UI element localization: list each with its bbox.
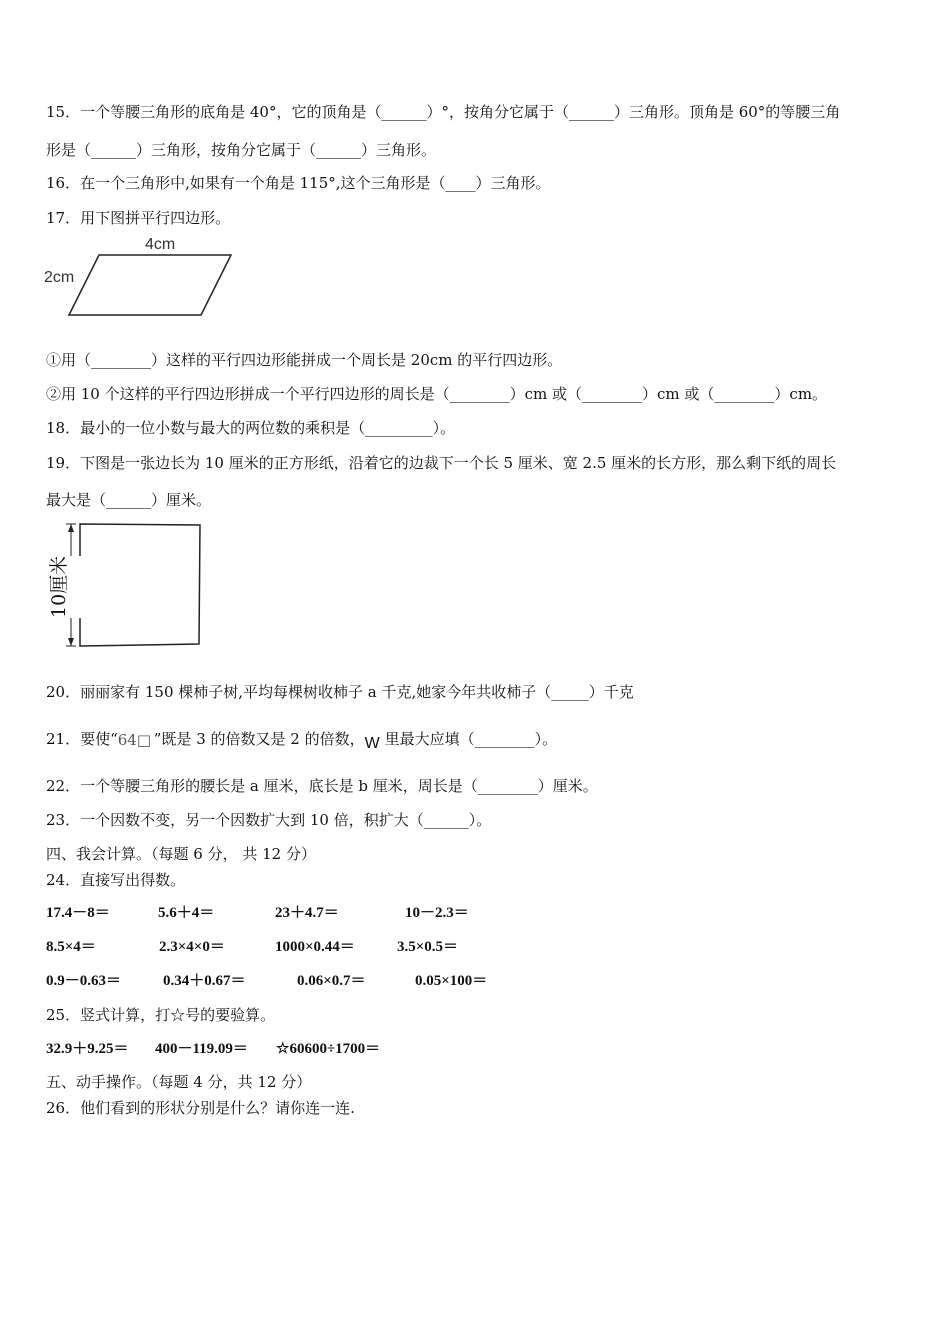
calc-item: 0.06×0.7＝ bbox=[297, 973, 366, 989]
q22: 22．一个等腰三角形的腰长是 a 厘米，底长是 b 厘米，周长是（________）厘米。 bbox=[46, 777, 598, 795]
q24-title: 24．直接写出得数。 bbox=[46, 871, 186, 889]
q19-line2: 最大是（______）厘米。 bbox=[46, 491, 212, 509]
q25-title: 25．竖式计算，打☆号的要验算。 bbox=[46, 1006, 276, 1024]
calc-item: 2.3×4×0＝ bbox=[159, 939, 225, 955]
square-paper-figure bbox=[44, 520, 214, 650]
section5-heading: 五、动手操作。（每题 4 分，共 12 分） bbox=[46, 1073, 312, 1091]
q15-line2: 形是（______）三角形，按角分它属于（______）三角形。 bbox=[46, 141, 437, 159]
calc-item: 1000×0.44＝ bbox=[275, 939, 355, 955]
q26: 26．他们看到的形状分别是什么？请你连一连. bbox=[46, 1099, 355, 1117]
q21-box-symbol: W bbox=[364, 735, 380, 752]
q18: 18．最小的一位小数与最大的两位数的乘积是（_________）。 bbox=[46, 419, 456, 437]
q19-line1: 19．下图是一张边长为 10 厘米的正方形纸，沿着它的边裁下一个长 5 厘米、宽 2.5 厘米的长方形，那么剩下纸的周长 bbox=[46, 454, 837, 472]
square-shape bbox=[80, 524, 200, 646]
square-side-label: 10厘米 bbox=[48, 555, 70, 618]
q17-title: 17．用下图拼平行四边形。 bbox=[46, 209, 231, 227]
q20: 20．丽丽家有 150 棵柿子树,平均每棵树收柿子 a 千克,她家今年共收柿子（_____）千克 bbox=[46, 683, 634, 701]
calc-item: 0.9－0.63＝ bbox=[46, 973, 122, 989]
vertical-calc-item: 400－119.09＝ bbox=[155, 1041, 248, 1057]
q21-number: 64□ bbox=[117, 731, 152, 749]
calc-item: 8.5×4＝ bbox=[46, 939, 96, 955]
parallelogram-side-label: 2cm bbox=[44, 269, 75, 286]
vertical-calc-item: ☆60600÷1700＝ bbox=[276, 1041, 381, 1057]
parallelogram-figure bbox=[40, 232, 240, 322]
calc-item: 23＋4.7＝ bbox=[275, 905, 339, 921]
q21-middle: ”既是 3 的倍数又是 2 的倍数， bbox=[153, 730, 365, 748]
section4-heading: 四、我会计算。（每题 6 分， 共 12 分） bbox=[46, 845, 316, 863]
calc-item: 10－2.3＝ bbox=[405, 905, 469, 921]
q21 bbox=[46, 729, 558, 752]
q15-line1: 15．一个等腰三角形的底角是 40°，它的顶角是（______）°，按角分它属于（______）三角形。顶角是 60°的等腰三角 bbox=[46, 103, 841, 121]
calc-item: 5.6＋4＝ bbox=[158, 905, 215, 921]
q21-prefix: 21．要使“ bbox=[46, 730, 118, 748]
calc-item: 0.05×100＝ bbox=[415, 973, 488, 989]
calc-item: 3.5×0.5＝ bbox=[397, 939, 459, 955]
parallelogram-top-label: 4cm bbox=[145, 236, 176, 253]
calc-item: 0.34＋0.67＝ bbox=[163, 973, 246, 989]
q17-sub1: ①用（________）这样的平行四边形能拼成一个周长是 20cm 的平行四边形。 bbox=[46, 351, 563, 369]
q23: 23．一个因数不变，另一个因数扩大到 10 倍，积扩大（______）。 bbox=[46, 811, 492, 829]
parallelogram-shape bbox=[69, 255, 231, 315]
q16: 16．在一个三角形中,如果有一个角是 115°,这个三角形是（____）三角形。 bbox=[46, 174, 551, 192]
vertical-calc-item: 32.9＋9.25＝ bbox=[46, 1041, 129, 1057]
q17-sub2: ②用 10 个这样的平行四边形拼成一个平行四边形的周长是（________）cm 或（________）cm 或（________）cm。 bbox=[46, 385, 828, 403]
q21-suffix: 里最大应填（________）。 bbox=[384, 730, 558, 748]
calc-item: 17.4－8＝ bbox=[46, 905, 110, 921]
